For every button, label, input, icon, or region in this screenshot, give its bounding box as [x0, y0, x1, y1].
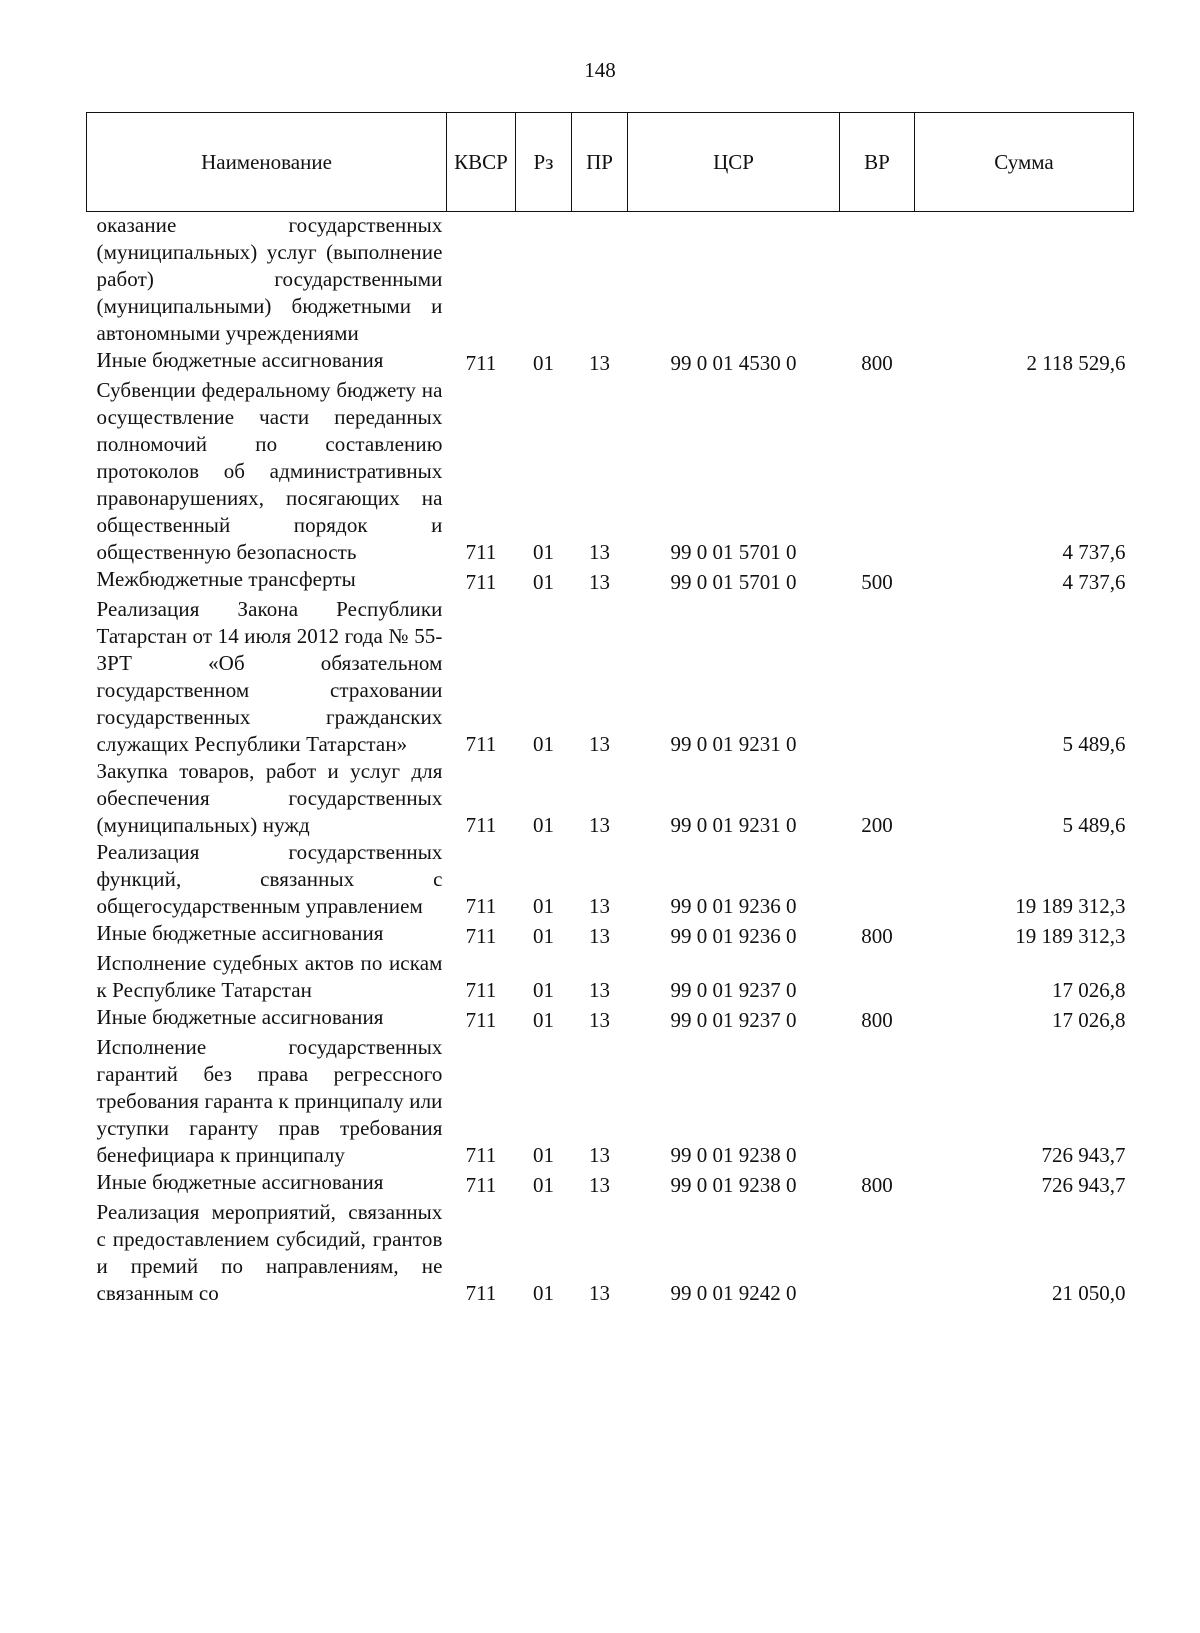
row-sum: 5 489,6	[1062, 813, 1126, 837]
row-vr	[840, 377, 915, 566]
row-csr	[628, 212, 840, 348]
row-rz: 01	[533, 1143, 554, 1167]
row-pr	[572, 212, 628, 348]
row-vr: 500	[861, 570, 893, 594]
row-name: Реализация государственных функций, связанных с общегосударственным управлением	[96, 840, 443, 918]
row-kvsr: 711	[465, 924, 497, 948]
row-rz: 01	[533, 732, 554, 756]
table-row	[87, 1004, 1134, 1034]
row-csr: 99 0 01 9242 0	[670, 1281, 797, 1305]
row-sum: 19 189 312,3	[1015, 894, 1126, 918]
row-kvsr: 711	[465, 1281, 497, 1305]
row-kvsr: 711	[465, 1143, 497, 1167]
header-name: Наименование	[87, 113, 447, 212]
table-row	[87, 950, 1134, 1004]
row-sum: 726 943,7	[1041, 1173, 1126, 1197]
row-name: Субвенции федеральному бюджету на осуществление части переданных полномочий по составлению протоколов об административных правонарушениях, посягающих на общественный порядок и общественную безопасность	[96, 378, 443, 564]
row-kvsr: 711	[465, 978, 497, 1002]
row-pr: 13	[589, 351, 610, 375]
row-rz: 01	[533, 813, 554, 837]
row-name: оказание государственных (муниципальных) услуг (выполнение работ) государственными (муниципальными) бюджетными и автономными учреждениями	[96, 213, 443, 345]
row-rz	[516, 212, 572, 348]
header-csr: ЦСР	[628, 113, 840, 212]
row-csr: 99 0 01 9236 0	[670, 894, 797, 918]
row-kvsr: 711	[465, 351, 497, 375]
row-name: Исполнение судебных актов по искам к Республике Татарстан	[96, 951, 443, 1002]
row-sum: 17 026,8	[1052, 978, 1126, 1002]
row-name: Исполнение государственных гарантий без права регрессного требования гаранта к принципалу или уступки гаранту прав требования бенефициара к принципалу	[96, 1035, 443, 1167]
row-csr: 99 0 01 9237 0	[670, 978, 797, 1002]
row-pr: 13	[589, 1008, 610, 1032]
table-row	[87, 212, 1134, 348]
row-rz: 01	[533, 1173, 554, 1197]
row-vr: 800	[861, 924, 893, 948]
row-csr: 99 0 01 5701 0	[670, 540, 797, 564]
row-name: Иные бюджетные ассигнования	[96, 348, 384, 372]
row-vr	[840, 212, 915, 348]
row-pr: 13	[589, 1143, 610, 1167]
row-kvsr: 711	[465, 732, 497, 756]
row-sum: 4 737,6	[1062, 540, 1126, 564]
row-kvsr: 711	[465, 540, 497, 564]
row-vr	[840, 1199, 915, 1307]
table-row	[87, 920, 1134, 950]
page-number: 148	[584, 58, 616, 82]
row-kvsr: 711	[465, 1173, 497, 1197]
row-rz: 01	[533, 1008, 554, 1032]
row-name: Иные бюджетные ассигнования	[96, 921, 384, 945]
table-row	[87, 1169, 1134, 1199]
row-sum: 5 489,6	[1062, 732, 1126, 756]
row-vr	[840, 839, 915, 920]
row-rz: 01	[533, 924, 554, 948]
row-pr: 13	[589, 570, 610, 594]
row-name: Межбюджетные трансферты	[96, 567, 356, 591]
row-csr: 99 0 01 5701 0	[670, 570, 797, 594]
row-name: Иные бюджетные ассигнования	[96, 1005, 384, 1029]
row-pr: 13	[589, 1281, 610, 1305]
row-rz: 01	[533, 978, 554, 1002]
row-csr: 99 0 01 9231 0	[670, 813, 797, 837]
row-kvsr: 711	[465, 894, 497, 918]
row-kvsr: 711	[465, 813, 497, 837]
row-pr: 13	[589, 1173, 610, 1197]
row-csr: 99 0 01 4530 0	[670, 351, 797, 375]
header-rz: Рз	[516, 113, 572, 212]
row-vr	[840, 950, 915, 1004]
row-vr: 800	[861, 351, 893, 375]
row-sum: 4 737,6	[1062, 570, 1126, 594]
row-vr	[840, 1034, 915, 1169]
row-rz: 01	[533, 1281, 554, 1305]
header-vr: ВР	[840, 113, 915, 212]
row-csr: 99 0 01 9238 0	[670, 1173, 797, 1197]
row-sum: 21 050,0	[1052, 1281, 1126, 1305]
header-pr: ПР	[572, 113, 628, 212]
row-sum: 726 943,7	[1041, 1143, 1126, 1167]
row-pr: 13	[589, 894, 610, 918]
row-pr: 13	[589, 924, 610, 948]
row-name: Закупка товаров, работ и услуг для обеспечения государственных (муниципальных) нужд	[96, 759, 443, 837]
table-row	[87, 377, 1134, 566]
row-rz: 01	[533, 351, 554, 375]
row-sum	[915, 212, 1134, 348]
table-row	[87, 839, 1134, 920]
budget-table	[86, 112, 1134, 1307]
row-csr: 99 0 01 9238 0	[670, 1143, 797, 1167]
row-csr: 99 0 01 9237 0	[670, 1008, 797, 1032]
row-rz: 01	[533, 540, 554, 564]
row-rz: 01	[533, 894, 554, 918]
table-row	[87, 596, 1134, 758]
row-csr: 99 0 01 9236 0	[670, 924, 797, 948]
row-rz: 01	[533, 570, 554, 594]
header-sum: Сумма	[915, 113, 1134, 212]
row-vr: 800	[861, 1008, 893, 1032]
row-pr: 13	[589, 732, 610, 756]
row-pr: 13	[589, 813, 610, 837]
row-name: Реализация мероприятий, связанных с предоставлением субсидий, грантов и премий по направлениям, не связанным со	[96, 1200, 443, 1305]
row-sum: 19 189 312,3	[1015, 924, 1126, 948]
row-kvsr: 711	[465, 1008, 497, 1032]
row-pr: 13	[589, 978, 610, 1002]
row-vr: 200	[861, 813, 893, 837]
row-csr: 99 0 01 9231 0	[670, 732, 797, 756]
row-vr: 800	[861, 1173, 893, 1197]
row-kvsr	[447, 212, 516, 348]
row-sum: 17 026,8	[1052, 1008, 1126, 1032]
row-sum: 2 118 529,6	[1026, 351, 1126, 375]
table-row	[87, 566, 1134, 596]
table-row	[87, 1034, 1134, 1169]
table-row	[87, 758, 1134, 839]
table-row	[87, 1199, 1134, 1307]
table-header	[87, 113, 1134, 212]
row-pr: 13	[589, 540, 610, 564]
row-vr	[840, 596, 915, 758]
row-kvsr: 711	[465, 570, 497, 594]
table-row	[87, 347, 1134, 377]
header-kvsr: КВСР	[447, 113, 516, 212]
table-body	[87, 212, 1134, 1308]
row-name: Реализация Закона Республики Татарстан от 14 июля 2012 года № 55-ЗРТ «Об обязательном государственном страховании государственных гражданских служащих Республики Татарстан»	[96, 597, 443, 756]
row-name: Иные бюджетные ассигнования	[96, 1170, 384, 1194]
